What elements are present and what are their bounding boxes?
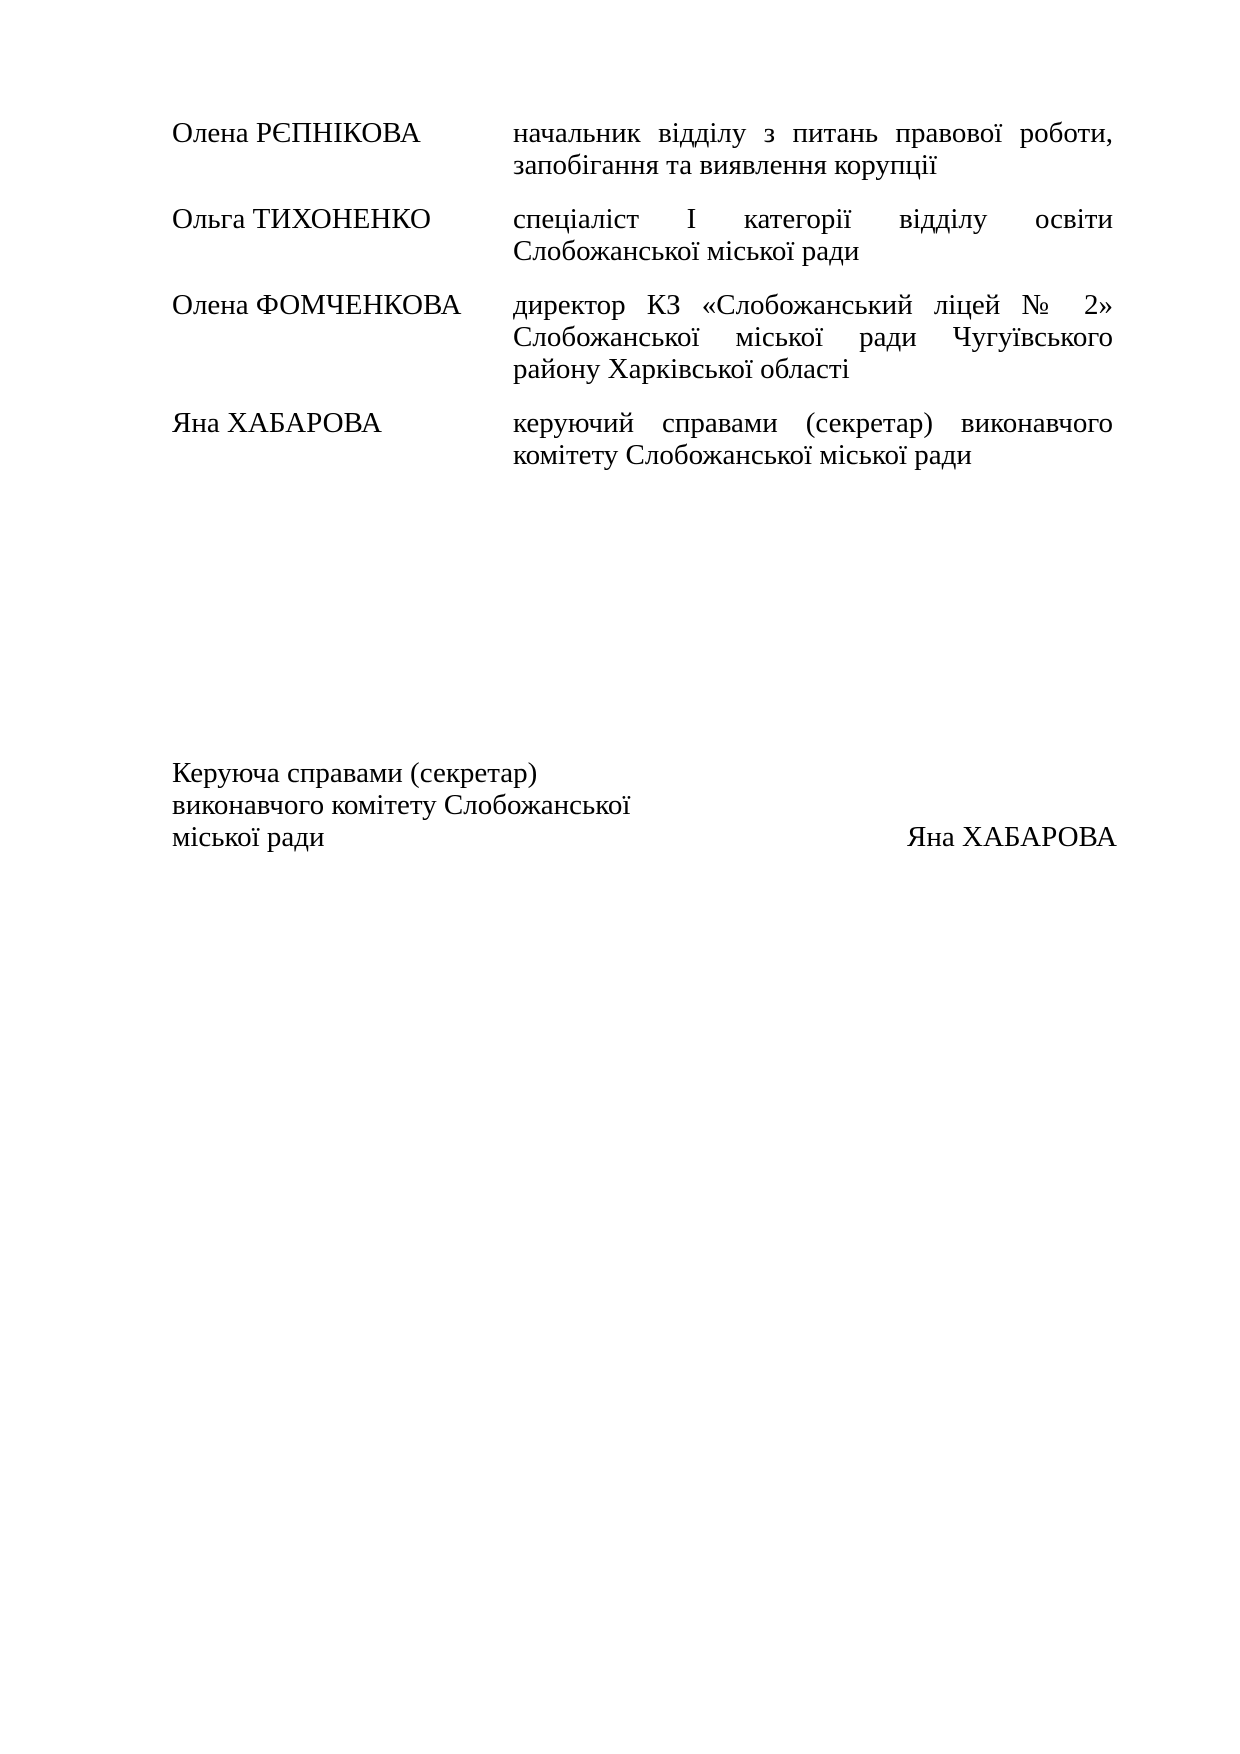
signatory-row bbox=[172, 203, 1113, 267]
signatory-name: Олена РЄПНІКОВА bbox=[172, 117, 421, 149]
signatory-row bbox=[172, 289, 1113, 385]
signature-name: Яна ХАБАРОВА bbox=[907, 821, 1117, 853]
signatory-name: Яна ХАБАРОВА bbox=[172, 407, 382, 439]
signatory-position: спеціаліст І категорії відділу освіти Слобожанської міської ради bbox=[513, 203, 1113, 267]
signatory-row bbox=[172, 117, 1113, 181]
signatory-name: Олена ФОМЧЕНКОВА bbox=[172, 289, 462, 321]
signature-title: Керуюча справами (секретар) виконавчого комітету Слобожанської міської ради bbox=[172, 757, 631, 853]
signatory-row bbox=[172, 407, 1113, 471]
signatory-position: директор КЗ «Слобожанський ліцей № 2» Слобожанської міської ради Чугуївського району Харківської області bbox=[513, 289, 1113, 385]
signatory-position: керуючий справами (секретар) виконавчого комітету Слобожанської міської ради bbox=[513, 407, 1113, 471]
signatory-position: начальник відділу з питань правової роботи, запобігання та виявлення корупції bbox=[513, 117, 1113, 181]
signature-block bbox=[172, 757, 1117, 853]
signatory-name: Ольга ТИХОНЕНКО bbox=[172, 203, 431, 235]
signatories-list bbox=[172, 117, 1113, 493]
